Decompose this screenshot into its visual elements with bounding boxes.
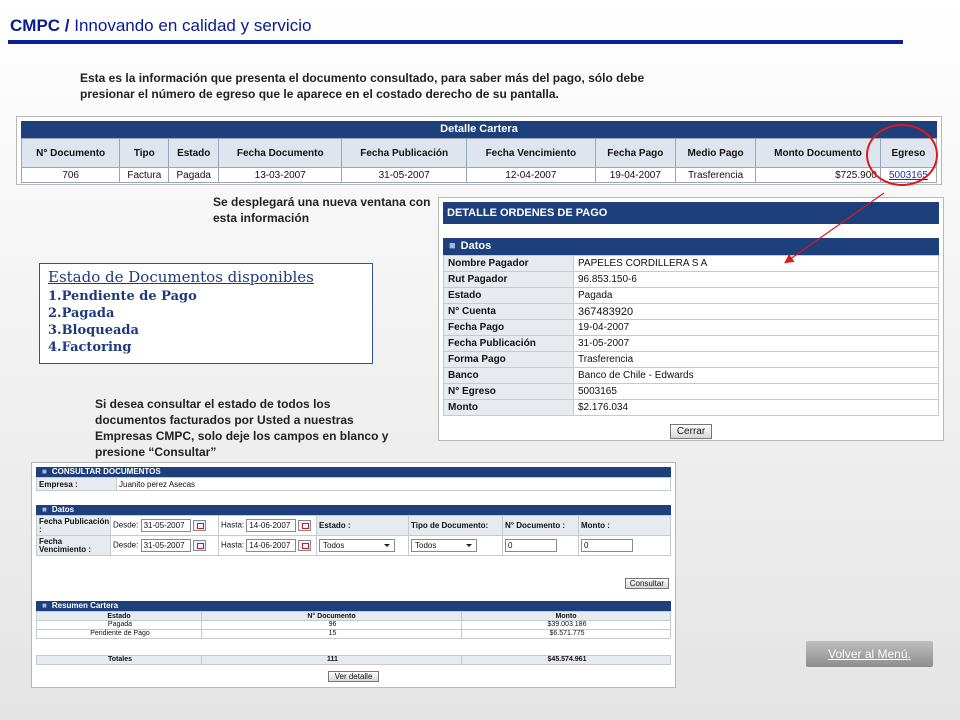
consult-note: Si desea consultar el estado de todos los documentos facturados por Usted a nuestras Empresas CMPC, solo deje los campos en blanco y presione “Consultar” (95, 397, 389, 459)
estado-item: 3.Bloqueada (48, 323, 139, 338)
res-cell: Pendiente de Pago (37, 630, 202, 639)
estado-select[interactable]: Todos (319, 539, 395, 552)
table-row (37, 656, 671, 665)
detalle-ordenes-title: DETALLE ORDENES DE PAGO (443, 202, 939, 224)
cell-fecha-publicacion: 31-05-2007 (342, 168, 467, 183)
desde-label: Desde: (113, 540, 139, 550)
field-label: Estado (444, 288, 574, 304)
pub-hasta-input[interactable]: 14-06-2007 (246, 519, 296, 532)
consultar-title-bar (36, 467, 671, 477)
field-value: Pagada (574, 288, 939, 304)
monto-input-cell (579, 536, 671, 556)
pub-hasta-cell (219, 516, 317, 536)
desde-label: Desde: (113, 520, 139, 530)
res-cell: $6.571.775 (462, 630, 671, 639)
venc-desde-input[interactable]: 31-05-2007 (141, 539, 191, 552)
hasta-label: Hasta: (221, 520, 245, 530)
datos-section-header (443, 238, 939, 255)
venc-hasta-cell (219, 536, 317, 556)
section-bullet-icon: ■ (42, 601, 47, 610)
calendar-icon[interactable] (298, 520, 311, 531)
totales-label: Totales (37, 656, 202, 665)
field-label: Fecha Publicación (444, 336, 574, 352)
totales-count: 111 (202, 656, 462, 665)
page-title (10, 16, 311, 36)
calendar-icon[interactable] (298, 540, 311, 551)
field-label: N° Cuenta (444, 304, 574, 320)
res-cell: 15 (202, 630, 462, 639)
estado-item: 2.Pagada (48, 306, 115, 321)
pub-desde-cell (111, 516, 219, 536)
cell-medio-pago: Trasferencia (675, 168, 755, 183)
col-estado: Estado (169, 139, 219, 168)
monto-input[interactable]: 0 (581, 539, 633, 552)
header-underline (8, 40, 903, 44)
cell-fecha-pago: 19-04-2007 (595, 168, 675, 183)
col-fecha-documento: Fecha Documento (219, 139, 342, 168)
res-cell: 96 (202, 621, 462, 630)
hasta-label: Hasta: (221, 540, 245, 550)
datos-title: Datos (51, 505, 75, 514)
consultar-title: CONSULTAR DOCUMENTOS (51, 467, 161, 476)
totales-table (36, 655, 671, 665)
calendar-icon[interactable] (193, 540, 206, 551)
section-bullet-icon: ■ (42, 505, 47, 514)
fecha-venc-label: Fecha Vencimiento : (37, 536, 111, 556)
datos-bar (36, 505, 671, 515)
field-value: PAPELES CORDILLERA S A (574, 256, 939, 272)
cell-fecha-vencimiento: 12-04-2007 (467, 168, 596, 183)
list-item (444, 368, 939, 384)
detalle-cartera-title: Detalle Cartera (21, 121, 937, 138)
venc-desde-cell (111, 536, 219, 556)
estados-box (39, 263, 373, 364)
totales-monto: $45.574.961 (462, 656, 671, 665)
ndoc-label: N° Documento : (503, 516, 579, 536)
col-tipo: Tipo (120, 139, 169, 168)
field-value: 19-04-2007 (574, 320, 939, 336)
tipo-doc-label: Tipo de Documento: (409, 516, 503, 536)
detalle-ordenes-window (438, 197, 944, 441)
monto-label: Monto : (579, 516, 671, 536)
ndoc-input[interactable]: 0 (505, 539, 557, 552)
field-label: N° Egreso (444, 384, 574, 400)
pub-desde-input[interactable]: 31-05-2007 (141, 519, 191, 532)
list-item (444, 352, 939, 368)
ver-detalle-button[interactable]: Ver detalle (328, 671, 380, 682)
list-item (444, 288, 939, 304)
col-n-documento: N° Documento (22, 139, 120, 168)
calendar-icon[interactable] (193, 520, 206, 531)
field-value: 367483920 (574, 304, 939, 320)
res-col-ndoc: N° Documento (202, 612, 462, 621)
cell-n-documento: 706 (22, 168, 120, 183)
volver-menu-button[interactable]: Volver al Menú. (806, 641, 933, 667)
resumen-table (36, 611, 671, 639)
detalle-cartera-table (21, 138, 937, 183)
field-value: 31-05-2007 (574, 336, 939, 352)
list-item (444, 384, 939, 400)
field-label: Monto (444, 400, 574, 416)
section-bullet-icon: ■ (42, 467, 47, 476)
col-fecha-publicacion: Fecha Publicación (342, 139, 467, 168)
estados-title: Estado de Documentos disponibles (48, 268, 314, 286)
field-label: Banco (444, 368, 574, 384)
field-label: Forma Pago (444, 352, 574, 368)
estado-item: 1.Pendiente de Pago (48, 289, 197, 304)
cell-monto-documento: $725.900 (756, 168, 881, 183)
field-label: Rut Pagador (444, 272, 574, 288)
close-row (443, 421, 939, 439)
ver-detalle-row (36, 671, 671, 682)
resumen-bar (36, 601, 671, 611)
tagline: Innovando en calidad y servicio (74, 16, 312, 35)
section-bullet-icon: ■ (449, 240, 456, 252)
col-egreso: Egreso (880, 139, 936, 168)
cell-estado: Pagada (169, 168, 219, 183)
field-value: $2.176.034 (574, 400, 939, 416)
empresa-label: Empresa : (37, 478, 117, 491)
resumen-title: Resumen Cartera (51, 601, 119, 610)
close-button[interactable]: Cerrar (670, 424, 712, 439)
table-row (22, 168, 937, 183)
table-row (37, 621, 671, 630)
list-item (444, 304, 939, 320)
consultar-button[interactable]: Consultar (625, 578, 669, 589)
title-separator: / (60, 16, 75, 35)
ndoc-input-cell (503, 536, 579, 556)
consultar-button-row (36, 578, 671, 589)
highlight-circle (866, 124, 938, 186)
list-item (444, 400, 939, 416)
res-col-monto: Monto (462, 612, 671, 621)
field-value: 5003165 (574, 384, 939, 400)
col-monto-documento: Monto Documento (756, 139, 881, 168)
field-label: Nombre Pagador (444, 256, 574, 272)
consultar-documentos-panel (31, 462, 676, 688)
egreso-link[interactable]: 5003165 (888, 169, 928, 181)
col-medio-pago: Medio Pago (675, 139, 755, 168)
popup-note: Se desplegará una nueva ventana con esta información (213, 195, 431, 225)
list-item (444, 256, 939, 272)
empresa-value: Juanito perez Asecas (117, 478, 671, 491)
detalle-cartera-panel (16, 116, 942, 185)
res-cell: Pagada (37, 621, 202, 630)
datos-section-title: Datos (460, 240, 492, 252)
col-fecha-vencimiento: Fecha Vencimiento (467, 139, 596, 168)
tipo-select-cell (409, 536, 503, 556)
brand-name: CMPC (10, 16, 61, 35)
list-item (444, 272, 939, 288)
intro-note: Esta es la información que presenta el documento consultado, para saber más del pago, sólo debe presionar el número de egreso que le aparece en el costado derecho de su pantalla. (80, 71, 645, 101)
tipo-doc-select[interactable]: Todos (411, 539, 477, 552)
field-label: Fecha Pago (444, 320, 574, 336)
col-fecha-pago: Fecha Pago (595, 139, 675, 168)
fecha-pub-label: Fecha Publicación : (37, 516, 111, 536)
detalle-ordenes-table (443, 255, 939, 416)
table-row (37, 630, 671, 639)
estado-item: 4.Factoring (48, 340, 132, 355)
estado-select-cell (317, 536, 409, 556)
field-value: Banco de Chile - Edwards (574, 368, 939, 384)
list-item (444, 320, 939, 336)
cell-tipo: Factura (120, 168, 169, 183)
field-value: Trasferencia (574, 352, 939, 368)
empresa-table (36, 477, 671, 491)
list-item (444, 336, 939, 352)
filtros-table (36, 515, 671, 556)
cell-fecha-documento: 13-03-2007 (219, 168, 342, 183)
res-col-estado: Estado (37, 612, 202, 621)
res-cell: $39.003.186 (462, 621, 671, 630)
field-value: 96.853.150-6 (574, 272, 939, 288)
estado-label: Estado : (317, 516, 409, 536)
venc-hasta-input[interactable]: 14-06-2007 (246, 539, 296, 552)
